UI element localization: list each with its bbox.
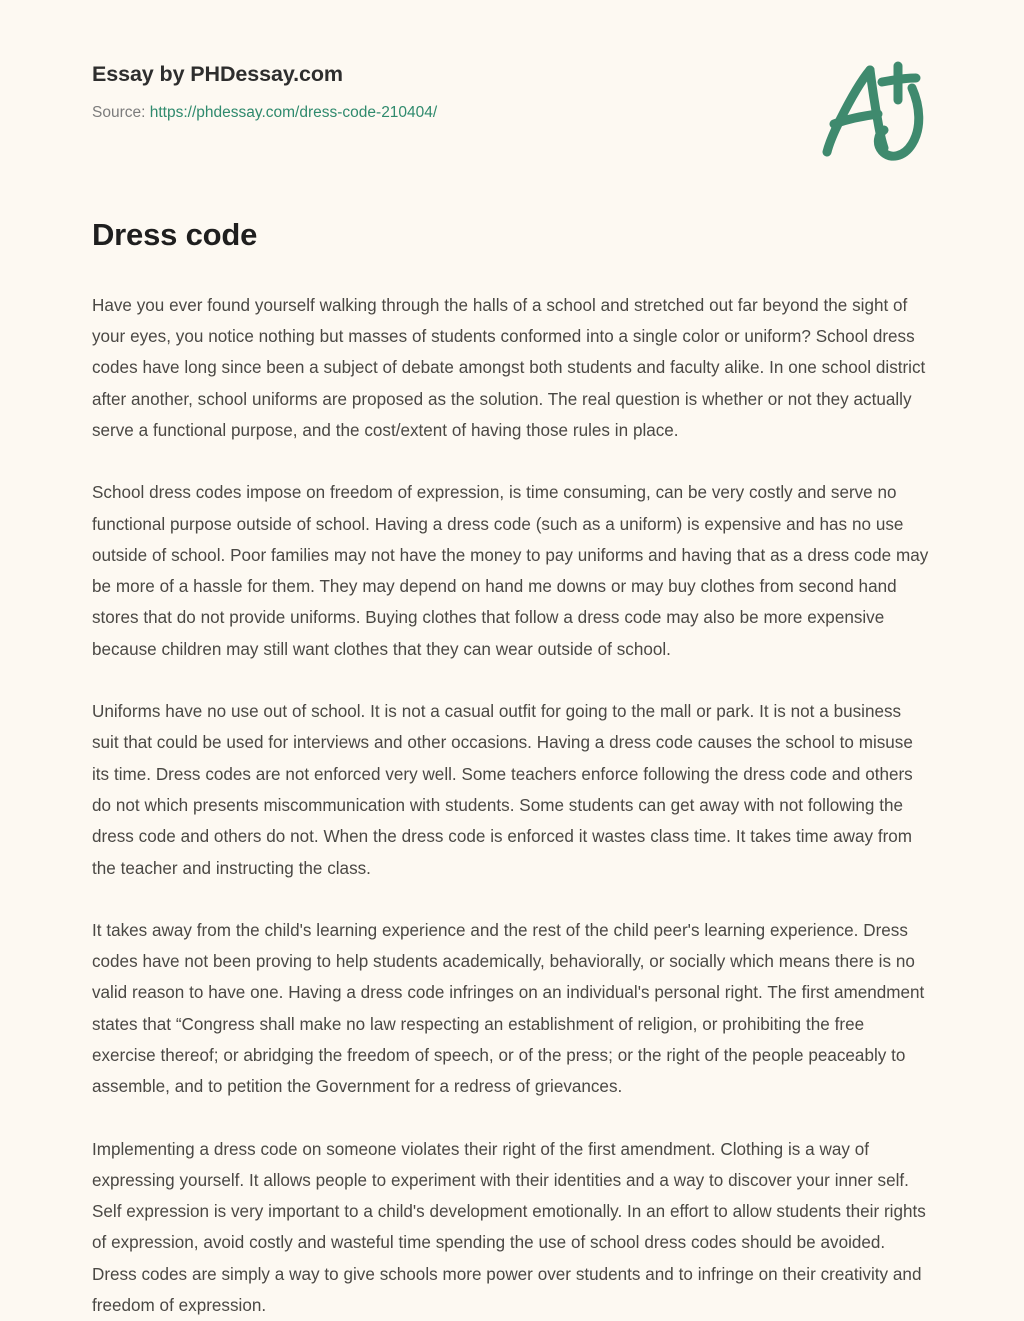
paragraph: Implementing a dress code on someone violates their right of the first amendment. Clothing is a way of expressing yourself. It allows people to experiment with their identities and a way to discover your inner self. Self expression is very important to a child's development emotionally. In an effort to allow students their rights of expression, avoid costly and wasteful time spending the use of school dress codes should be avoided. Dress codes are simply a way to give schools more power over students and to infringe on their creativity and freedom of expression. — [92, 1139, 926, 1316]
paragraph: Have you ever found yourself walking through the halls of a school and stretched out far beyond the sight of your eyes, you notice nothing but masses of students conformed into a single color or uniform? School dress codes have long since been a subject of debate amongst both students and faculty alike. In one school district after another, school uniforms are proposed as the solution. The real question is whether or not they actually serve a functional purpose, and the cost/extent of having those rules in place. — [92, 295, 926, 440]
aplus-logo-icon — [812, 52, 936, 170]
article-body — [92, 290, 932, 1321]
page-title: Dress code — [92, 217, 258, 252]
paragraph: School dress codes impose on freedom of expression, is time consuming, can be very costly and serve no functional purpose outside of school. Having a dress code (such as a uniform) is expensive and has no use outside of school. Poor families may not have the money to pay uniforms and having that as a dress code may be more of a hassle for them. They may depend on hand me downs or may buy clothes from second hand stores that do not provide uniforms. Buying clothes that follow a dress code may also be more expensive because children may still want clothes that they can wear outside of school. — [92, 483, 929, 659]
source-label: Source: — [92, 103, 146, 121]
article — [92, 216, 932, 1321]
paragraph: Uniforms have no use out of school. It is not a casual outfit for going to the mall or park. It is not a business suit that could be used for interviews and other occasions. Having a dress code causes the school to misuse its time. Dress codes are not enforced very well. Some teachers enforce following the dress code and others do not which presents miscommunication with students. Some students can get away with not following the dress code and others do not. When the dress code is enforced it wastes class time. It takes time away from the teacher and instructing the class. — [92, 702, 913, 878]
brand-block — [92, 62, 437, 123]
paragraph: It takes away from the child's learning experience and the rest of the child peer's learning experience. Dress codes have not been proving to help students academically, behaviorally, or socially which means there is no valid reason to have one. Having a dress code infringes on an individual's personal right. The first amendment states that “Congress shall make no law respecting an establishment of religion, or prohibiting the free exercise thereof; or abridging the freedom of speech, or of the press; or the right of the people peaceably to assemble, and to petition the Government for a redress of grievances. — [92, 920, 925, 1097]
source-url-link[interactable]: https://phdessay.com/dress-code-210404/ — [149, 103, 438, 121]
page-header — [0, 0, 1024, 185]
brand-title: Essay by PHDessay.com — [92, 62, 343, 86]
aplus-logo-glyph — [812, 52, 936, 170]
source-line — [92, 103, 437, 123]
